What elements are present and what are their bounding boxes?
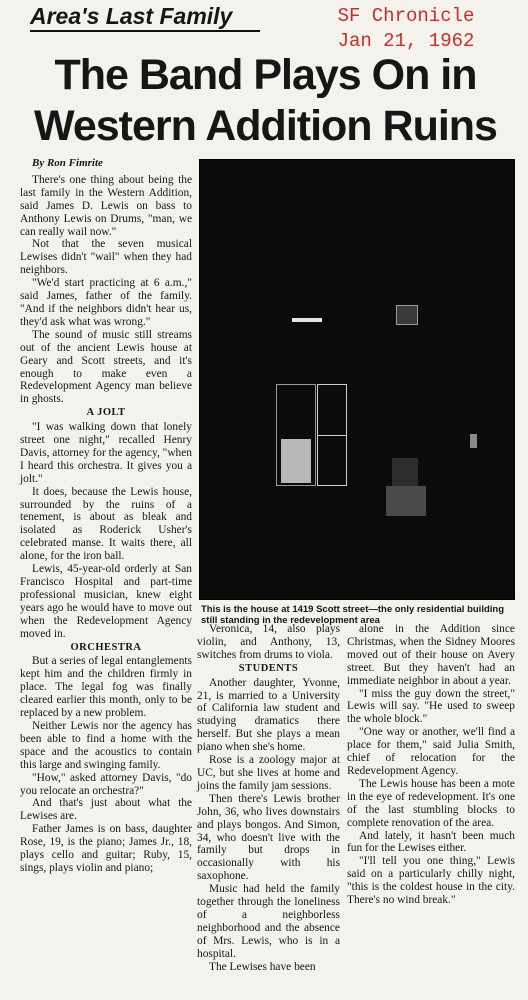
paragraph: Not that the seven musical Lewises didn't "wail" when they had neighbors. [20, 238, 192, 277]
paragraph: The sound of music still streams out of the ancient Lewis house at Geary and Scott streets, and it's enough to make even a Redevelopment Agency man believe in ghosts. [20, 328, 192, 406]
article-column-3 [347, 623, 515, 907]
article-column-1 [20, 157, 192, 875]
paragraph: It does, because the Lewis house, surrounded by the ruins of a tenement, is about as bleak and isolated as Roderick Usher's celebrated manse. It waits there, all alone, for the iron ball. [20, 485, 192, 563]
paragraph: The Lewises have been [209, 960, 316, 973]
paragraph: "How," asked attorney Davis, "do you relocate an orchestra?" [20, 771, 192, 797]
paragraph: Then there's Lewis brother John, 36, who lives downstairs and plays bongos. And Simon, 34, who doesn't live with the family but drops in occasionally with his saxophone. [197, 792, 340, 883]
date-stamp [296, 4, 516, 54]
subhead: ORCHESTRA [70, 641, 142, 653]
paragraph: And lately, it hasn't been much fun for the Lewises either. [347, 829, 515, 855]
byline: By Ron Fimrite [32, 157, 103, 169]
headline-line-1: The Band Plays On in [54, 51, 477, 99]
paragraph: Music had held the family together through the loneliness of a neighborless neighborhood and the absence of Mrs. Lewis, who is in a hospital. [197, 883, 340, 960]
paragraph: Neither Lewis nor the agency has been able to find a home with the space and the acoustics to contain this large and swinging family. [20, 719, 192, 771]
stamp-publication: SF Chronicle [337, 5, 475, 27]
photo-window-upper [396, 305, 418, 325]
photo-window-right [317, 384, 347, 486]
paragraph: alone in the Addition since Christmas, when the Sidney Moores moved out of their house on Avery street. But they haven't had an immediate neighbor in about a year. [347, 623, 515, 687]
article-column-2 [197, 623, 340, 973]
photo-light [470, 434, 477, 448]
paragraph: But a series of legal entanglements kept him and the children firmly in place. The legal fog was finally cleared earlier this month, only to be replaced by a new problem. [20, 655, 192, 720]
paragraph: "One way or another, we'll find a place for them," said Julia Smith, chief of relocation for the Redevelopment Agency. [347, 726, 515, 777]
photo-steps [386, 486, 426, 516]
paragraph: There's one thing about being the last family in the Western Addition, said James D. Lewis on bass to Anthony Lewis on Drums, "man, we can really wail now." [20, 173, 192, 238]
paragraph: Veronica, 14, also plays violin, and Anthony, 13, switches from drums to viola. [197, 623, 340, 661]
stamp-date: Jan 21, 1962 [337, 30, 475, 52]
paragraph: "I was walking down that lonely street one night," recalled Henry Davis, attorney for the agency, "when I heard this orchestra. It gives you a jolt." [20, 421, 192, 485]
paragraph: "I'll tell you one thing," Lewis said on a particularly chilly night, "this is the coldest house in the city. There's no wind break." [347, 855, 515, 907]
headline [8, 50, 523, 152]
photo-door [392, 458, 418, 486]
photo-caption: This is the house at 1419 Scott street—the only residential building still standing in the redevelopment area [201, 604, 505, 626]
paragraph: "We'd start practicing at 6 a.m.," said James, father of the family. "And if the neighbors didn't hear us, they'd ask what was wrong." [20, 277, 192, 328]
house-photo [199, 159, 515, 600]
subhead: STUDENTS [238, 662, 299, 674]
paragraph: The Lewis house has been a mote in the eye of redevelopment. It's one of the last stumbling blocks to complete renovation of the area. [347, 777, 515, 829]
paragraph: "I miss the guy down the street," Lewis will say. "He used to sweep the whole block." [347, 687, 515, 726]
paragraph: Another daughter, Yvonne, 21, is married to a University of California law student and studying dramatics there herself. But she plays a mean piano when she's home. [197, 676, 340, 754]
section-kicker: Area's Last Family [30, 2, 260, 32]
paragraph: And that's just about what the Lewises are. [20, 797, 192, 823]
subhead: A JOLT [86, 407, 126, 419]
paragraph: Lewis, 45-year-old orderly at San Francisco Hospital and part-time professional musician, knew eight years ago he would have to move out when the Redevelopment Agency moved in. [20, 563, 192, 640]
photo-light [292, 318, 322, 322]
headline-line-2: Western Addition Ruins [34, 102, 497, 150]
paragraph: Father James is on bass, daughter Rose, 19, is the piano; James Jr., 18, plays cello and guitar; Ruby, 15, sings, plays violin and piano; [20, 823, 192, 874]
paragraph: Rose is a zoology major at UC, but she lives at home and joins the family jam sessions. [197, 754, 340, 792]
photo-window-left [276, 384, 316, 486]
